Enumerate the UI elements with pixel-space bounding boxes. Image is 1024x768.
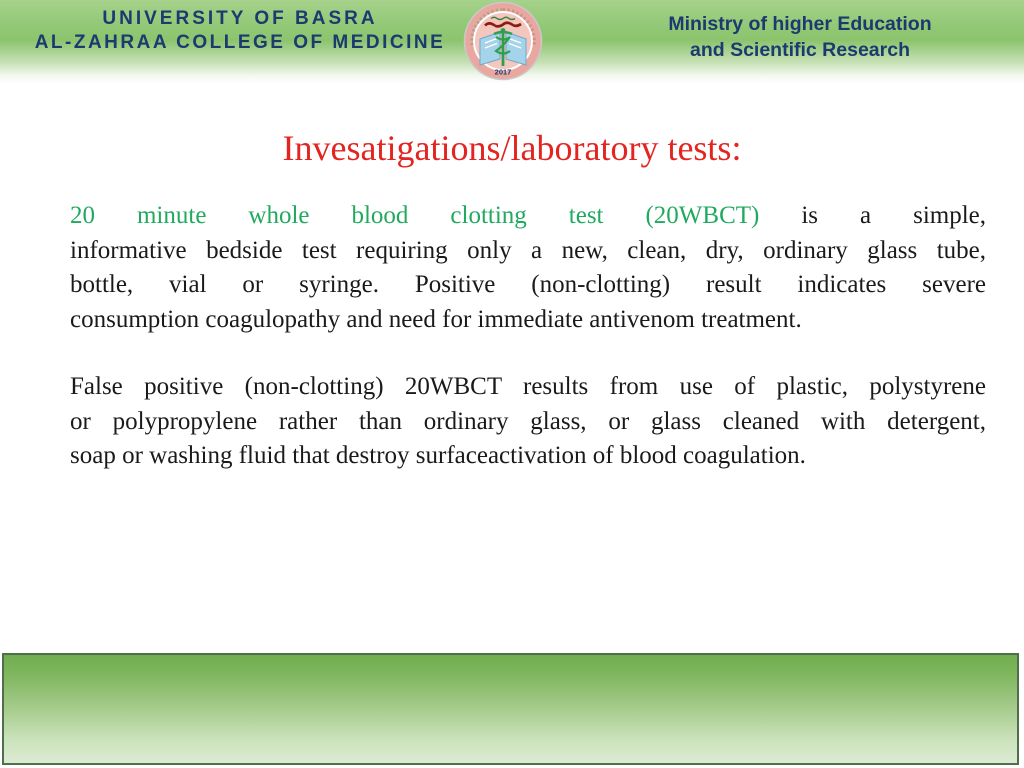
university-name-line1: UNIVERSITY OF BASRA (102, 8, 378, 29)
body-text (70, 199, 986, 474)
paragraph1-line1-rest: is a simple, (801, 202, 986, 229)
paragraph1-line4: consumption coagulopathy and need for immediate antivenom treatment. (70, 305, 802, 333)
paragraph-20wbct (70, 199, 986, 337)
paragraph1-line1 (70, 199, 986, 234)
ministry-name-block (640, 11, 960, 63)
ministry-line1: Ministry of higher Education (668, 13, 932, 35)
college-logo-icon (463, 1, 543, 81)
highlight-20wbct: 20 minute whole blood clotting test (20WBCT) (70, 202, 760, 229)
paragraph2-line2: or polypropylene rather than ordinary glass, or glass cleaned with detergent, (70, 407, 986, 435)
paragraph2-line3: soap or washing fluid that destroy surfaceactivation of blood coagulation. (70, 442, 806, 469)
footer-decoration-bar (2, 653, 1019, 765)
page-title: Invesatigations/laboratory tests: (282, 128, 742, 168)
paragraph-false-positive (70, 370, 986, 474)
paragraph1-line3: bottle, vial or syringe. Positive (non-clotting) result indicates severe (70, 271, 986, 298)
paragraph1-line2: informative bedside test requiring only a new, clean, dry, ordinary glass tube, (70, 236, 986, 264)
logo-year: 2017 (494, 67, 512, 77)
header-band (0, 0, 1024, 84)
paragraph2-line1: False positive (non-clotting) 20WBCT results from use of plastic, polystyrene (70, 373, 986, 400)
university-name-block (10, 7, 470, 55)
ministry-line2: and Scientific Research (689, 39, 910, 61)
college-name-line2: AL-ZAHRAA COLLEGE OF MEDICINE (34, 32, 446, 53)
